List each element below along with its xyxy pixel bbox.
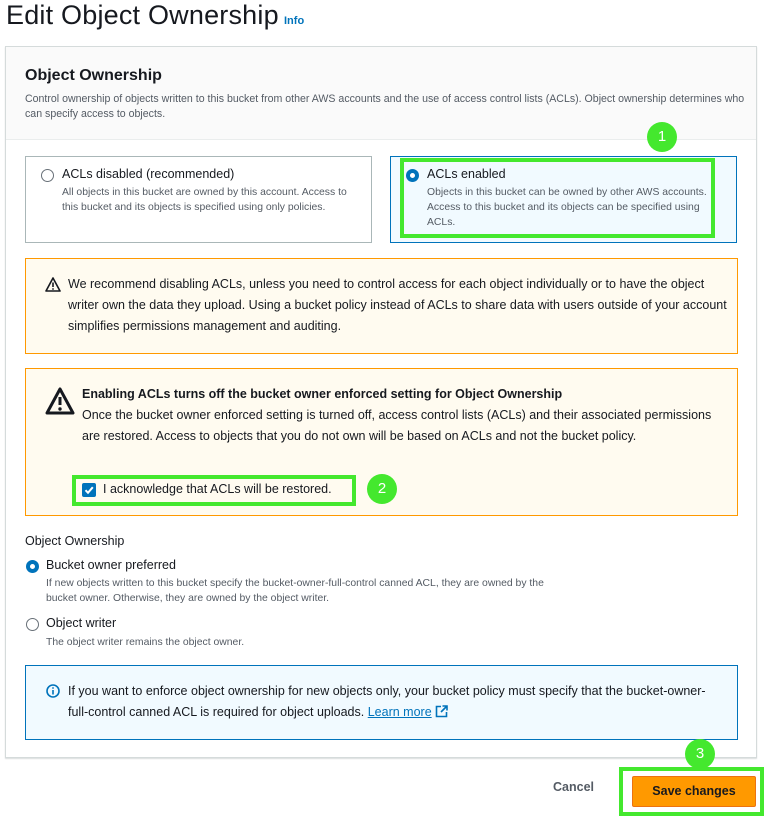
save-changes-button[interactable]: Save changes <box>632 776 756 807</box>
info-alert-body <box>68 681 708 723</box>
acknowledge-checkbox[interactable] <box>82 483 96 497</box>
ownership-section-label: Object Ownership <box>25 534 125 548</box>
warning-enabling-text: Once the bucket owner enforced setting is turned off, access control lists (ACLs) and their associated permissions are restored. Access to objects that you do not own will be based on ACLs and not the bucket policy. <box>82 408 712 443</box>
acls-enabled-label: ACLs enabled <box>427 167 506 181</box>
step-badge-3: 3 <box>685 739 715 769</box>
page-title: Edit Object Ownership <box>6 0 279 30</box>
object-writer-radio[interactable] <box>26 618 39 631</box>
object-ownership-panel <box>5 46 757 758</box>
acknowledge-label[interactable]: I acknowledge that ACLs will be restored. <box>103 482 332 496</box>
bucket-owner-preferred-label[interactable]: Bucket owner preferred <box>46 558 176 572</box>
bucket-owner-preferred-description: If new objects written to this bucket specify the bucket-owner-full-control canned ACL, they are owned by the bucket owner. Otherwise, they are owned by the object writer. <box>46 578 544 604</box>
step-badge-2: 2 <box>367 474 397 504</box>
tile-acls-disabled[interactable] <box>25 156 372 243</box>
panel-description: Control ownership of objects written to this bucket from other AWS accounts and the use of access control lists (ACLs). Object ownership determines who can specify access to objects. <box>25 93 745 120</box>
step-badge-1: 1 <box>647 122 677 152</box>
learn-more-link[interactable]: Learn more <box>367 705 432 719</box>
object-writer-label[interactable]: Object writer <box>46 616 117 630</box>
warning-icon <box>45 277 61 292</box>
warning-enabling-title: Enabling ACLs turns off the bucket owner enforced setting for Object Ownership <box>82 387 563 401</box>
acls-enabled-radio[interactable] <box>406 169 419 182</box>
checkmark-icon <box>83 484 95 496</box>
acls-disabled-radio[interactable] <box>41 169 54 182</box>
acls-disabled-description: All objects in this bucket are owned by this account. Access to this bucket and its objects is specified using only policies. <box>62 187 347 213</box>
info-icon <box>46 684 60 698</box>
info-alert <box>25 665 738 740</box>
acls-disabled-label: ACLs disabled (recommended) <box>62 167 235 181</box>
acls-enabled-description: Objects in this bucket can be owned by other AWS accounts. Access to this bucket and its objects can be specified using ACLs. <box>427 187 707 228</box>
warning-icon <box>45 387 75 415</box>
bucket-owner-preferred-radio[interactable] <box>26 560 39 573</box>
object-writer-description: The object writer remains the object owner. <box>46 637 245 648</box>
panel-header <box>6 47 756 140</box>
external-link-icon[interactable] <box>435 705 448 718</box>
cancel-button[interactable]: Cancel <box>553 780 594 794</box>
tile-acls-enabled[interactable] <box>390 156 737 243</box>
warning-recommend-text: We recommend disabling ACLs, unless you need to control access for each object individually or to have the object writer own the data they upload. Using a bucket policy instead of ACLs to share data with users outside of your account simplifies permissions management and auditing. <box>68 277 727 333</box>
info-alert-text: If you want to enforce object ownership for new objects only, your bucket policy must specify that the bucket-owner-full-control canned ACL is required for object uploads. <box>68 684 706 719</box>
info-link[interactable]: Info <box>284 15 305 27</box>
panel-title: Object Ownership <box>25 67 162 84</box>
warning-recommend-alert <box>25 258 738 354</box>
